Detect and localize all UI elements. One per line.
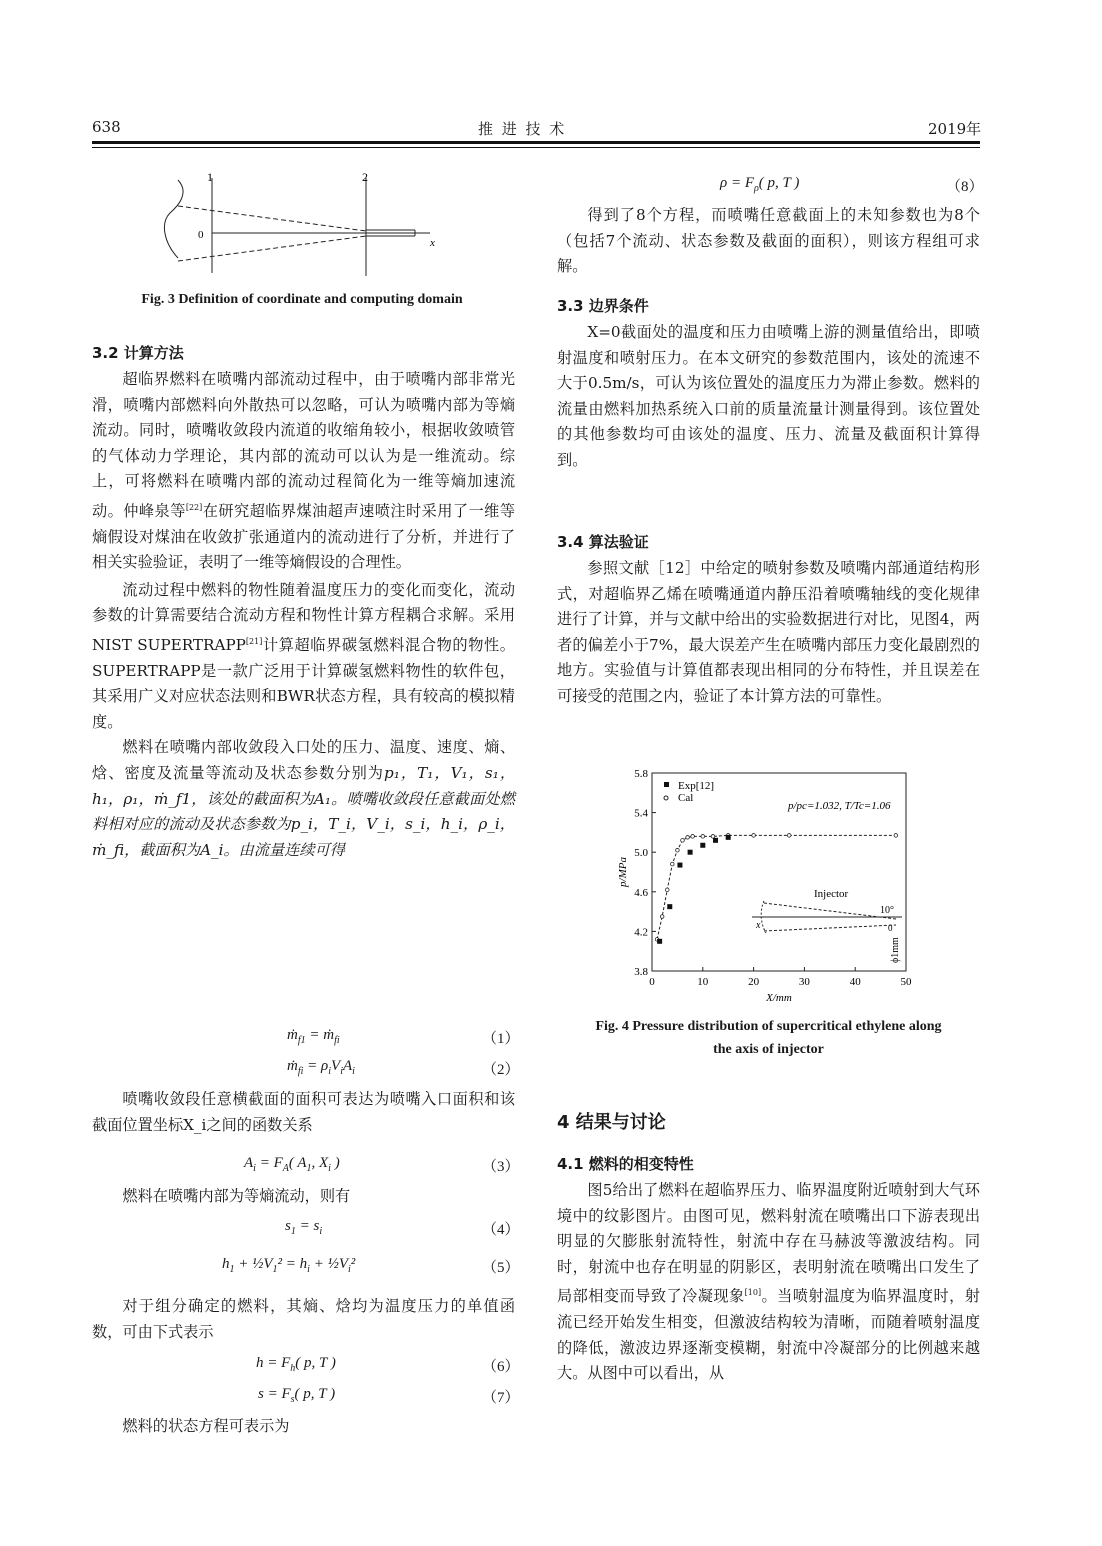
chart-annotation: p/pc=1.032, T/Tc=1.06 (788, 800, 891, 812)
para-3-2-1: 超临界燃料在喷嘴内部流动过程中，由于喷嘴内部非常光滑，喷嘴内部燃料向外散热可以忽略，可认为喷嘴内部为等熵流动。同时，喷嘴收敛段内流道的收缩角较小，根据收敛喷管的气体动力学理论，其内部的流动可以认为是一维流动。综上，可将燃料在喷嘴内部的流动过程简化为一维等熵加速流动。仲峰泉等[22]在研究超临界煤油超声速喷注时采用了一维等熵假设对煤油在收敛扩张通道内的流动进行了分析，并进行了相关实验验证，表明了一维等熵假设的合理性。 (92, 370, 516, 572)
exp-point (688, 850, 693, 855)
para-3-2-5: 燃料在喷嘴内部为等熵流动，则有 (122, 1187, 351, 1205)
x-tick-label: 50 (900, 976, 912, 988)
para-3-2-3: 燃料在喷嘴内部收敛段入口处的压力、温度、速度、熵、焓、密度及流量等流动及状态参数分别为p₁，T₁，V₁，s₁，h₁，ρ₁，ṁ_f1，该处的截面积为A₁。喷嘴收敛段任意截面处燃料相对应的流动及状态参数为p_i，T_i，V_i，s_i，h_i，ρ_i，ṁ_fi，截面积为A_i。由流量连续可得 (92, 738, 516, 859)
cal-point (665, 888, 669, 892)
lower-wall-dashed (178, 236, 366, 261)
eq-num-5: （5） (482, 1260, 520, 1276)
cal-point (752, 834, 756, 838)
eq-num-4: （4） (482, 1222, 520, 1238)
para-3-2-8: 得到了8个方程，而喷嘴任意截面上的未知参数也为8个（包括7个流动、状态参数及截面的面积），则该方程组可求解。 (557, 206, 980, 276)
inset-wall-lower (764, 925, 896, 931)
section-3-2-title: 3.2 计算方法 (92, 344, 184, 362)
inset-title: Injector (814, 888, 849, 900)
exp-point (677, 863, 682, 868)
cal-point (671, 862, 675, 866)
y-tick-label: 3.8 (634, 966, 648, 978)
legend-exp-marker (664, 782, 669, 787)
cal-point (787, 834, 791, 838)
upper-wall-dashed (178, 206, 366, 231)
fig3-diagram (150, 168, 450, 280)
section-4-title: 4 结果与讨论 (557, 1112, 666, 1133)
label-x: x (430, 237, 435, 249)
exp-point (700, 843, 705, 848)
label-2: 2 (362, 170, 368, 184)
label-1: 1 (207, 170, 213, 184)
para-4-1: 图5给出了燃料在超临界压力、临界温度附近喷射到大气环境中的纹影图片。由图可见，燃料射流在喷嘴出口下游表现出明显的欠膨胀射流特性，射流中存在马赫波等激波结构。同时，射流中也存在明显的阴影区，表明射流在喷嘴出口发生了局部相变而导致了冷凝现象[10]。当喷射温度为临界温度时，射流已经开始发生相变，但激波结构较为清晰，而随着喷射温度的降低，激波边界逐渐变模糊，射流中冷凝部分的比例越来越大。从图中可以看出，从 (557, 1181, 981, 1383)
para-3-3: X=0截面处的温度和压力由喷嘴上游的测量值给出，即喷射温度和喷射压力。在本文研究的参数范围内，该处的流速不大于0.5m/s，可认为该位置处的温度压力为滞止参数。燃料的流量由燃料加热系统入口前的质量流量计测量得到。该位置处的其他参数均可由该处的温度、压力、流量及截面积计算得到。 (557, 323, 980, 469)
para-3-2-4: 喷嘴收敛段任意横截面的面积可表达为喷嘴入口面积和该截面位置坐标X_i之间的函数关系 (92, 1090, 515, 1134)
cal-point (691, 835, 695, 839)
equation-7: $s = F_s$( p, T ) (258, 1386, 336, 1405)
exp-point (667, 904, 672, 909)
equation-1: ṁ$_{f1}$ = ṁ$_{fi}$ (287, 1027, 340, 1046)
header-rule (92, 141, 980, 144)
eq-num-7: （7） (482, 1390, 520, 1406)
equation-6: $h = F_h$( p, T ) (256, 1355, 336, 1374)
equation-4: $s_1 = s_i$ (285, 1218, 323, 1237)
y-tick-label: 4.6 (634, 886, 648, 899)
para-3-2-6: 对于组分确定的燃料，其熵、焓均为温度压力的单值函数，可由下式表示 (92, 1297, 515, 1341)
x-tick-label: 0 (649, 976, 655, 988)
cal-curve (657, 835, 896, 939)
equation-3: $A_i = F_A$( $A_1$, $X_i$ ) (244, 1155, 340, 1174)
left-column-text (92, 367, 515, 863)
x-tick-label: 20 (748, 976, 760, 988)
exp-point (726, 835, 731, 840)
y-tick-label: 4.2 (634, 926, 648, 939)
page-number: 638 (92, 118, 121, 136)
y-tick-label: 5.0 (634, 847, 648, 860)
y-axis-label: p/MPa (617, 857, 629, 887)
cal-point (894, 834, 898, 838)
inset-o: 0 (888, 923, 893, 933)
para-3-4: 参照文献［12］中给定的喷射参数及喷嘴内部通道结构形式，对超临界乙烯在喷嘴通道内静压沿着喷嘴轴线的变化规律进行了计算，并与文献中给出的实验数据进行对比，见图4，两者的偏差小于7%，最大误差产生在喷嘴内部压力变化最剧烈的地方。实验值与计算值都表现出相同的分布特性，并且误差在可接受的范围之内，验证了本计算方法的可靠性。 (557, 559, 980, 705)
equation-2: ṁ$_{fi}$ = $\rho_iV_iA_i$ (287, 1058, 355, 1077)
label-0: 0 (198, 229, 204, 241)
y-tick-label: 5.8 (634, 768, 648, 780)
cal-point (701, 835, 705, 839)
cal-point (660, 915, 664, 919)
nozzle-inlet-curve (164, 180, 183, 258)
fig4-caption: Fig. 4 Pressure distribution of supercritical ethylene along the axis of injector (595, 1019, 942, 1057)
cal-point (676, 848, 680, 852)
x-tick-label: 10 (697, 976, 709, 988)
fig4-chart (604, 765, 940, 1011)
para-3-2-7: 燃料的状态方程可表示为 (122, 1417, 290, 1435)
inset-angle: 10° (880, 905, 894, 916)
inset-x: x (756, 920, 761, 931)
exp-point (657, 939, 662, 944)
legend-exp-label: Exp[12] (678, 780, 715, 792)
x-axis-label: X/mm (766, 992, 792, 1004)
eq-num-1: （1） (482, 1031, 520, 1047)
para-3-2-2: 流动过程中燃料的物性随着温度压力的变化而变化，流动参数的计算需要结合流动方程和物性计算方程耦合求解。采用 NIST SUPERTRAPP[21]计算超临界碳氢燃料混合物的物性。SUPERTRAPP是一款广泛用于计算碳氢燃料物性的软件包，其采用广义对应状态法则和BWR状态方程，具有较高的模拟精度。 (92, 580, 515, 731)
section-3-4-title: 3.4 算法验证 (557, 533, 649, 551)
cal-point (686, 836, 690, 840)
fig3-caption: Fig. 3 Definition of coordinate and computing domain (141, 292, 463, 307)
eq-num-3: （3） (482, 1159, 520, 1175)
eq-num-2: （2） (482, 1062, 520, 1078)
cal-point (711, 835, 715, 839)
equation-8: $\rho = F_\rho$( p, T ) (720, 175, 800, 194)
x-tick-label: 30 (798, 976, 810, 988)
inset-dim: ϕ1mm (890, 937, 901, 963)
x-tick-label: 40 (849, 976, 861, 988)
legend-cal-label: Cal (678, 792, 694, 804)
y-tick-label: 5.4 (634, 807, 648, 820)
equation-5: $h_1$ + $\frac{1}{2}V_1^2 = h_i$ + $\frac{1}{2}V_i^2$ (222, 1256, 356, 1275)
legend-cal-marker (664, 796, 668, 800)
eq-num-6: （6） (482, 1359, 520, 1375)
section-4-1-title: 4.1 燃料的相变特性 (557, 1155, 694, 1173)
exp-point (713, 838, 718, 843)
section-3-3-title: 3.3 边界条件 (557, 297, 649, 315)
header-rule-thin (92, 147, 980, 148)
journal-title: 推 进 技 术 (478, 120, 567, 138)
year: 2019年 (928, 120, 982, 138)
eq-num-8: （8） (946, 179, 984, 195)
cal-point (681, 839, 685, 843)
